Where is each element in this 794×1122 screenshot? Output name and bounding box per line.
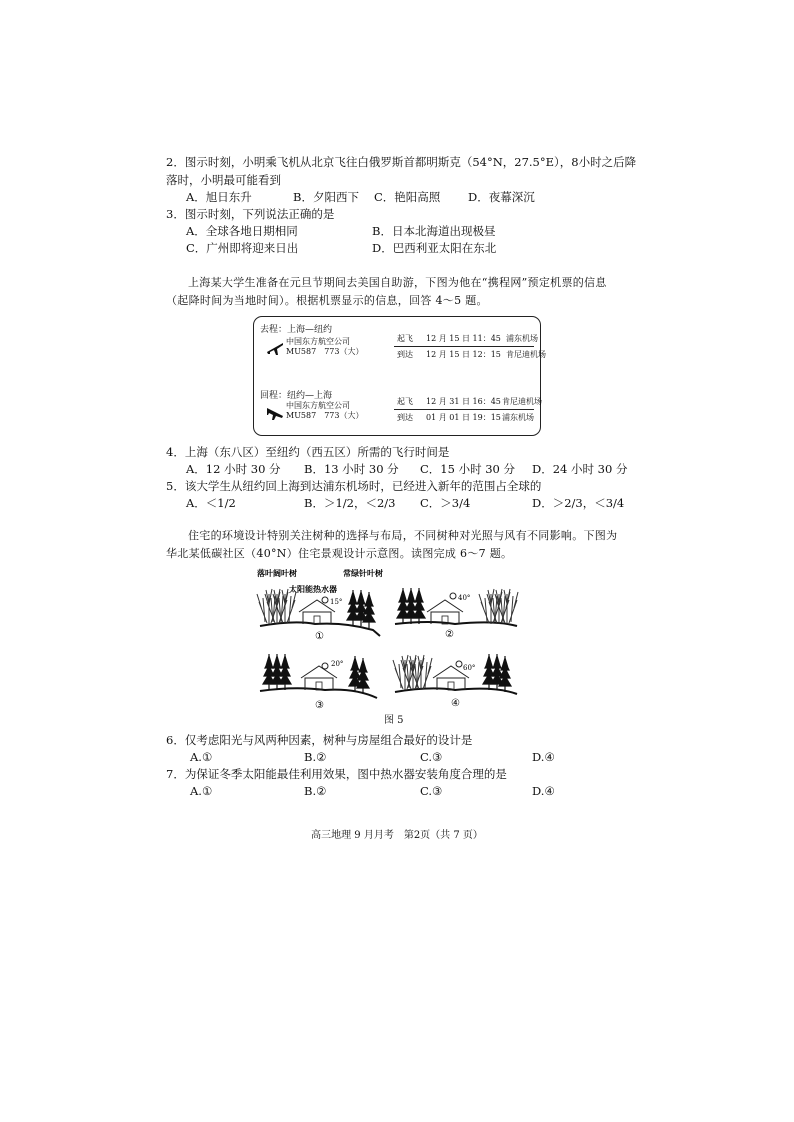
q4-option-d: D．24 小时 30 分	[532, 462, 628, 476]
panel-2-angle: 40°	[458, 594, 471, 602]
outbound-title: 去程：上海—纽约	[260, 325, 333, 335]
panel-3-number: ③	[315, 700, 324, 711]
outbound-depart-label: 起飞	[397, 334, 413, 343]
q4-option-c: C．15 小时 30 分	[420, 462, 516, 476]
panel-4-angle: 60°	[463, 664, 476, 672]
q3-stem: 3．图示时刻，下列说法正确的是	[166, 207, 335, 221]
flight-ticket	[253, 316, 546, 436]
page-footer: 高三地理 9 月月考 第2页（共 7 页）	[311, 830, 483, 841]
flight-passage-line1: 上海某大学生准备在元旦节期间去美国自助游，下图为他在“携程网”预定机票的信息	[188, 276, 607, 289]
airplane-takeoff-icon	[266, 339, 284, 357]
panel-1	[257, 589, 380, 642]
q4-stem: 4．上海（东八区）至纽约（西五区）所需的飞行时间是	[166, 445, 450, 459]
q2-stem-line2: 落时，小明最可能看到	[166, 173, 281, 187]
label-deciduous: 落叶阔叶树	[257, 569, 297, 578]
return-arrive-airport: 浦东机场	[502, 413, 534, 422]
q2-option-a: A．旭日东升	[186, 190, 252, 204]
return-depart-time: 12 月 31 日 16：45	[426, 397, 501, 406]
label-evergreen: 常绿针叶树	[343, 569, 383, 578]
figure-caption: 图 5	[384, 715, 404, 726]
flight-passage-line2: （起降时间为当地时间）。根据机票显示的信息，回答 4～5 题。	[166, 294, 488, 307]
outbound-depart-airport: 浦东机场	[506, 334, 538, 343]
q5-option-d: D．＞2/3，＜3/4	[532, 496, 625, 510]
house-passage-line2: 华北某低碳社区（40°N）住宅景观设计示意图。读图完成 6～7 题。	[166, 547, 513, 560]
q4-option-b: B．13 小时 30 分	[304, 462, 399, 476]
panel-3-angle: 20°	[331, 660, 344, 668]
panel-1-number: ①	[315, 631, 324, 642]
return-depart-label: 起飞	[397, 397, 413, 406]
q7-stem: 7．为保证冬季太阳能最佳利用效果，图中热水器安装角度合理的是	[166, 767, 507, 781]
return-flight-number: MU587 773（大）	[286, 411, 364, 420]
return-arrive-time: 01 月 01 日 19：15	[426, 413, 501, 422]
outbound-airline: 中国东方航空公司	[286, 337, 350, 346]
panel-2	[395, 588, 518, 640]
q7-option-d: D.④	[532, 784, 555, 798]
q2-option-c: C．艳阳高照	[374, 190, 441, 204]
outbound-divider	[394, 346, 534, 347]
q4-option-a: A．12 小时 30 分	[186, 462, 281, 476]
panel-2-number: ②	[445, 629, 454, 640]
q2-stem-line1: 2．图示时刻，小明乘飞机从北京飞往白俄罗斯首都明斯克（54°N，27.5°E），8小时之后降	[166, 155, 637, 169]
outbound-depart-time: 12 月 15 日 11：45	[426, 334, 501, 343]
q2-option-b: B．夕阳西下	[293, 190, 359, 204]
q7-option-a: A.①	[190, 784, 213, 798]
outbound-flight-number: MU587 773（大）	[286, 347, 364, 356]
q5-option-a: A．＜1/2	[186, 496, 236, 510]
q5-option-c: C．＞3/4	[420, 496, 471, 510]
q6-option-d: D.④	[532, 750, 555, 764]
q6-option-a: A.①	[190, 750, 213, 764]
label-solar-heater: 太阳能热水器	[289, 585, 337, 594]
airplane-landing-icon	[266, 403, 284, 421]
q5-option-b: B．＞1/2，＜2/3	[304, 496, 396, 510]
outbound-arrive-label: 到达	[397, 350, 413, 359]
q3-option-a: A．全球各地日期相同	[186, 224, 298, 238]
panel-4	[393, 654, 517, 709]
panel-1-angle: 15°	[330, 598, 343, 606]
q7-option-b: B.②	[304, 784, 327, 798]
q3-option-b: B．日本北海道出现极昼	[372, 224, 496, 238]
house-design-figure	[255, 566, 525, 714]
q3-option-c: C．广州即将迎来日出	[186, 241, 299, 255]
return-airline: 中国东方航空公司	[286, 401, 350, 410]
panel-4-number: ④	[451, 698, 460, 709]
q6-option-c: C.③	[420, 750, 443, 764]
q3-option-d: D．巴西利亚太阳在东北	[372, 241, 497, 255]
return-depart-airport: 肯尼迪机场	[502, 397, 542, 406]
outbound-arrive-airport: 肯尼迪机场	[506, 350, 546, 359]
q7-option-c: C.③	[420, 784, 443, 798]
q6-stem: 6．仅考虑阳光与风两种因素，树种与房屋组合最好的设计是	[166, 733, 473, 747]
q6-option-b: B.②	[304, 750, 327, 764]
return-divider	[394, 409, 534, 410]
panel-3	[260, 654, 377, 711]
outbound-arrive-time: 12 月 15 日 12：15	[426, 350, 501, 359]
house-passage-line1: 住宅的环境设计特别关注树种的选择与布局，不同树种对光照与风有不同影响。下图为	[188, 529, 618, 542]
return-arrive-label: 到达	[397, 413, 413, 422]
q2-option-d: D．夜幕深沉	[468, 190, 535, 204]
return-title: 回程：纽约—上海	[260, 391, 333, 401]
q5-stem: 5．该大学生从纽约回上海到达浦东机场时，已经进入新年的范围占全球的	[166, 479, 542, 493]
